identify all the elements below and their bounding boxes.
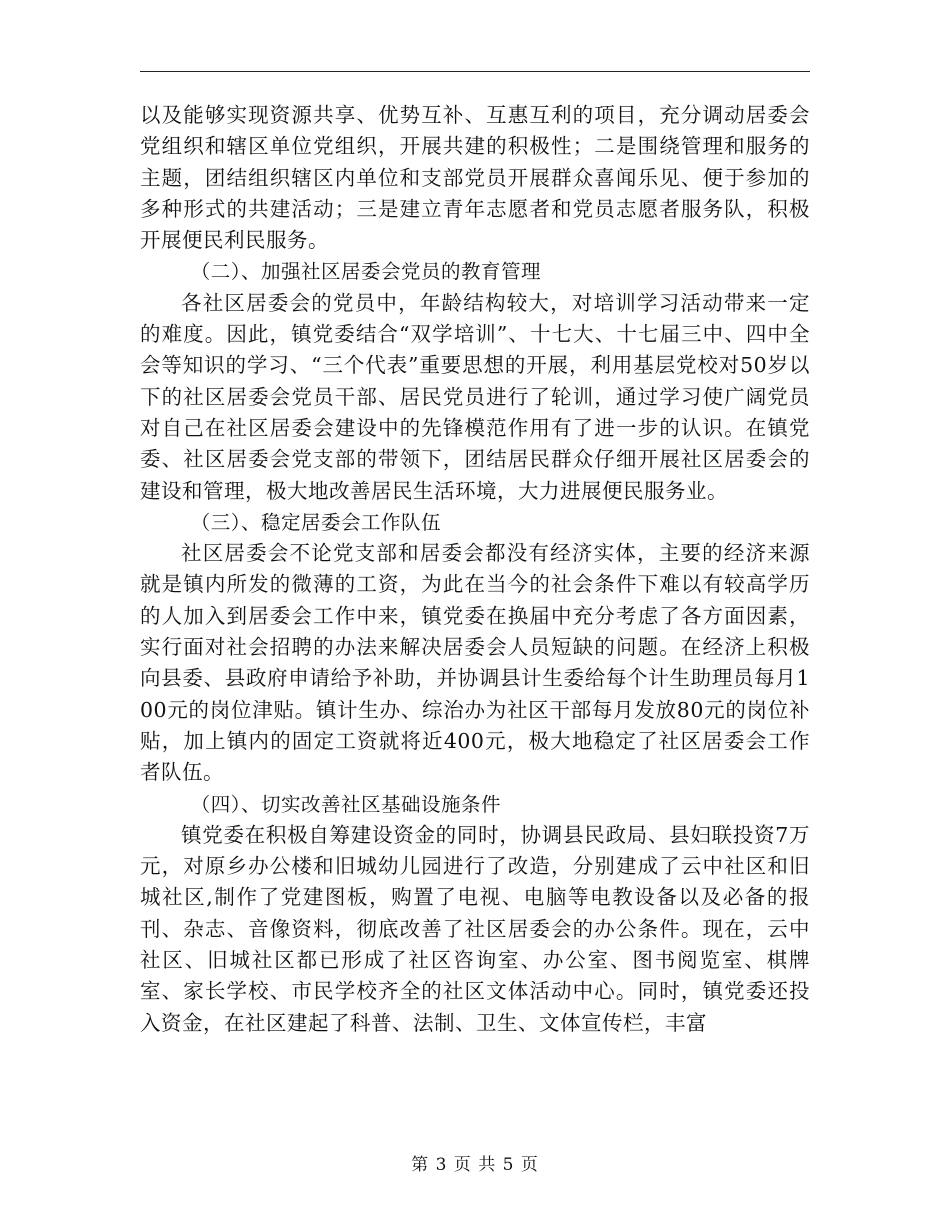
section-heading: （三）、稳定居委会工作队伍 bbox=[190, 510, 441, 534]
section-heading: （四）、切实改善社区基础设施条件 bbox=[190, 792, 501, 816]
page-footer: 第 3 页 共 5 页 bbox=[411, 1155, 539, 1175]
paragraph: 各社区居委会的党员中，年龄结构较大，对培训学习活动带来一定的难度。因此，镇党委结合“双学培训”、十七大、十七届三中、四中全会等知识的学习、“三个代表”重要思想的开展，利用基层党校对50岁以下的社区居委会党员干部、居民党员进行了轮训，通过学习使广阔党员对自己在社区居委会建设中的先锋模范作用有了进一步的认识。在镇党委、社区居委会党支部的带领下，团结居民群众仔细开展社区居委会的建设和管理，极大地改善居民生活环境，大力进展便民服务业。 bbox=[140, 290, 810, 503]
paragraph: 镇党委在积极自筹建设资金的同时，协调县民政局、县妇联投资7万元，对原乡办公楼和旧城幼儿园进行了改造，分别建成了云中社区和旧城社区,制作了党建图板，购置了电视、电脑等电教设备以及必备的报刊、杂志、音像资料，彻底改善了社区居委会的办公条件。现在，云中社区、旧城社区都已形成了社区咨询室、办公室、图书阅览室、棋牌室、家长学校、市民学校齐全的社区文体活动中心。同时，镇党委还投入资金，在社区建起了科普、法制、卫生、文体宣传栏，丰富 bbox=[140, 822, 810, 1035]
paragraph: 以及能够实现资源共享、优势互补、互惠互利的项目，充分调动居委会党组织和辖区单位党组织，开展共建的积极性；二是围绕管理和服务的主题，团结组织辖区内单位和支部党员开展群众喜闻乐见、便于参加的多种形式的共建活动；三是建立青年志愿者和党员志愿者服务队，积极开展便民利民服务。 bbox=[140, 103, 810, 253]
paragraph: 社区居委会不论党支部和居委会都没有经济实体，主要的经济来源就是镇内所发的微薄的工资，为此在当今的社会条件下难以有较高学历的人加入到居委会工作中来，镇党委在换届中充分考虑了各方面因素，实行面对社会招聘的办法来解决居委会人员短缺的问题。在经济上积极向县委、县政府申请给予补助，并协调县计生委给每个计生助理员每月100元的岗位津贴。镇计生办、综治办为社区干部每月发放80元的岗位补贴，加上镇内的固定工资就将近400元，极大地稳定了社区居委会工作者队伍。 bbox=[140, 541, 810, 785]
document-body bbox=[140, 100, 810, 1039]
header-rule bbox=[140, 71, 810, 72]
section-heading: （二）、加强社区居委会党员的教育管理 bbox=[190, 260, 541, 284]
